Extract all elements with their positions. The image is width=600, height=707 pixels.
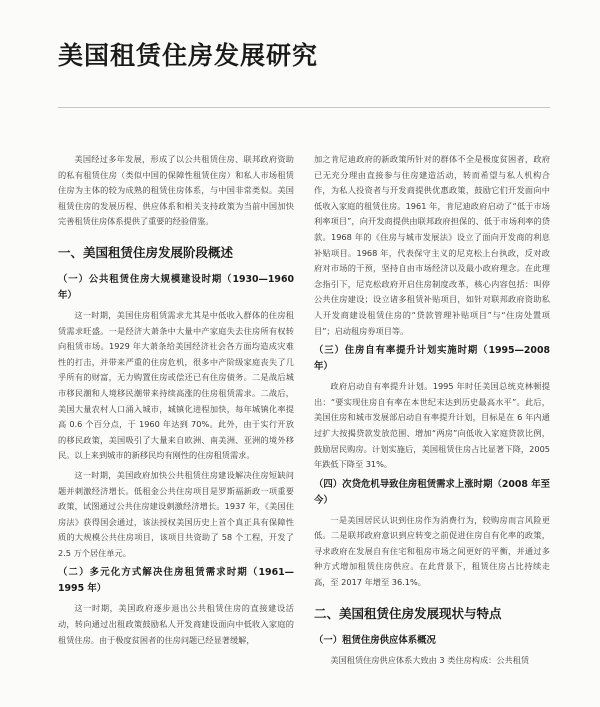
body-paragraph: 美国租赁住房供应体系大致由 3 类住房构成：公共租赁	[330, 654, 530, 665]
body-paragraph: 这一时期，美国住房租赁需求尤其是中低收入群体的住房租赁需求旺盛。一是经济大萧条中大量中产家庭失去住房所有权转向租赁市场。1929 年大萧条给美国经济社会各方面均造成灾难性的打击，并带来严重的住房危机，很多中产阶级家庭丧失了几乎所有的财富，无力购置住房或偿还已有住房债务。二是战后城市移民潮和人境移民潮带来持续高涨的住房租赁需求。二战后，美国大量农村人口涌入城市，城镇化进程加快，每年城镇化率提高 0.6 个百分点，于 1960 年达到 70%。此外，由于实行开放的移民政策，美国吸引了大量来自欧洲、南美洲、亚洲的境外移民。以上来到城市的新移民均有刚性的住房租赁需求。	[58, 309, 294, 461]
left-column	[58, 152, 294, 652]
subsection-heading-5: （一）租赁住房供应体系概况	[314, 634, 436, 646]
section-heading-2: 二、美国租赁住房发展现状与特点	[314, 605, 502, 621]
title-divider	[58, 107, 550, 108]
body-paragraph: 政府启动自有率提升计划。1995 年时任美国总统克林顿提出：“要实现住房自有率在本世纪末达到历史最高水平”。此后，美国住房和城市发展部启动自有率提升计划，目标是在 6 年内通过扩大按揭贷款发放范围、增加“两房”向低收入家庭贷款比例，鼓励居民购房。计划实施后，美国租赁住房占比显著下降，2005 年跌低下降至 31%。	[314, 381, 550, 470]
subsection-heading-1: （一）公共租赁住房大规模建设时期（1930—1960 年）	[58, 273, 294, 301]
right-column	[314, 152, 550, 672]
body-paragraph: 这一时期，美国政府加快公共租赁住房建设解决住房短缺问题并刺激经济增长。低租金公共住房项目是罗斯福新政一项重要政策，试图通过公共住房建设刺激经济增长。1937 年，《美国住房法》获得国会通过，该法授权美国历史上首个真正具有保障性质的大规模公共住房项目，该项目共资助了 58 个工程，开发了 2.5 万个居住单元。	[58, 469, 294, 558]
subsection-heading-3: （三）住房自有率提升计划实施时期（1995—2008 年）	[314, 345, 550, 373]
subsection-heading-4: （四）次贷危机导致住房租赁需求上涨时期（2008 年至今）	[314, 478, 550, 506]
intro-paragraph: 美国经过多年发展，形成了以公共租赁住房、联邦政府资助的私有租赁住房（类似中国的保障性租赁住房）和私人市场租赁住房为主体的较为成熟的租赁住房体系，与中国非常类似。美国租赁住房的发展历程、供应体系和相关支持政策为当前中国加快完善租赁住房体系提供了重要的经验借鉴。	[58, 154, 294, 227]
page-title: 美国租赁住房发展研究	[58, 41, 319, 70]
subsection-heading-2: （二）多元化方式解决住房租赁需求时期（1961—1995 年）	[58, 567, 294, 595]
body-paragraph: 一是美国居民认识到住房作为消费行为，较购房而言风险更低。二是联邦政府意识到应转变之前促进住房自有化率的政策，寻求政府在发展自有住宅和租房市场之间更好的平衡，并通过多种方式增加租赁住房供应。在此背景下，租赁住房占比持续走高，至 2017 年增至 36.1%。	[314, 514, 550, 588]
body-paragraph: 加之肯尼迪政府的新政策所针对的群体不全是极度贫困者，政府已无充分理由直接参与住房建造活动，转而希望与私人机构合作，为私人投资者与开发商提供优惠政策，鼓励它们开发面向中低收入家庭的租赁住房。1961 年，肯尼迪政府启动了“低于市场利率项目”，向开发商提供由联邦政府担保的、低于市场利率的贷款。1968 年的《住房与城市发展法》设立了面向开发商的利息补贴项目。1968 年，代表保守主义的尼克松上台执政，反对政府对市场的干预，坚持自由市场经济以及最小政府理念。在此理念指引下，尼克松政府开启住房制度改革，核心内容包括：叫停公共住房建设；设立诸多租赁补贴项目，如针对联邦政府资助私人开发商建设租赁住房的“贷款管理补贴项目”与“住房处置项目”；启动租房券项目等。	[314, 154, 550, 336]
body-paragraph: 这一时期，美国政府逐步退出公共租赁住房的直接建设活动，转向通过出租政策鼓励私人开发商建设面向中低收入家庭的租赁住房。由于极度贫困者的住房问题已经显著缓解，	[58, 603, 294, 645]
section-heading-1: 一、美国租赁住房发展阶段概述	[58, 244, 234, 260]
